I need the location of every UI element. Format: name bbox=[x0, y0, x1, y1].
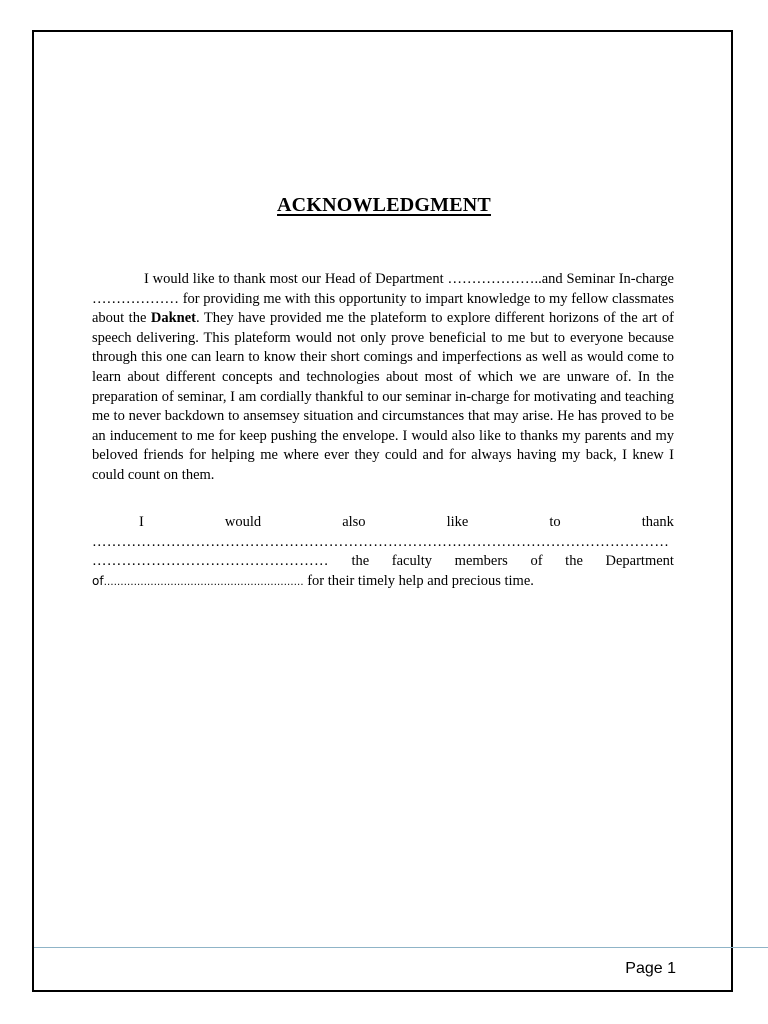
page-number: Page 1 bbox=[625, 960, 676, 977]
para2-word: Department bbox=[605, 553, 674, 570]
para2-line-4 bbox=[92, 572, 674, 593]
para2-line-3-dots: ………………………………………… bbox=[92, 553, 329, 570]
para2-of-word: of bbox=[92, 573, 104, 588]
para2-word: would bbox=[224, 514, 262, 530]
para2-word: the bbox=[351, 553, 370, 570]
para2-line-3 bbox=[92, 552, 674, 572]
para2-word: members bbox=[454, 553, 508, 570]
para2-line-2-dots: ……………………………………………………………………………………………………… bbox=[92, 533, 670, 550]
para2-line-4-text: for their timely help and precious time. bbox=[303, 572, 534, 589]
para2-word: of bbox=[530, 553, 543, 570]
para2-word: I bbox=[139, 514, 144, 530]
acknowledgment-paragraph-2 bbox=[92, 513, 674, 592]
para2-word: like bbox=[446, 514, 469, 530]
acknowledgment-paragraph-1 bbox=[92, 270, 674, 486]
para2-line-4-dots: …………………………………………………… bbox=[103, 576, 304, 588]
document-title: ACKNOWLEDGMENT bbox=[277, 194, 491, 216]
para1-text-start: I would like to thank most our Head of Department ………………..and Seminar In-charge ……………… for providing me with this opportunity to impart knowledge to my fellow classmates about the bbox=[92, 271, 674, 327]
footer-divider bbox=[34, 947, 768, 948]
para1-text-end: . They have provided me the plateform to explore different horizons of the art of speech delivering. This plateform would not only prove beneficial to me but to everyone because through this one can learn to know their short comings and imperfections as well as would come to learn about different concepts and technologies about most of which we are unware of. In the preparation of seminar, I am cordially thankful to our seminar in-charge for motivating and teaching me to never backdown to ansemsey situation and circumstances that may arise. He has proved to be an inducement to me for keep pushing the envelope. I would also like to thanks my parents and my beloved friends for helping me where ever they could and for always having my back, I knew I could count on them. bbox=[92, 310, 674, 483]
para2-word: to bbox=[549, 514, 561, 530]
para1-bold-term: Daknet bbox=[150, 310, 196, 327]
para2-word: the bbox=[565, 553, 583, 570]
para2-word: also bbox=[342, 514, 366, 530]
para2-line-1 bbox=[92, 513, 674, 533]
page-border bbox=[32, 30, 733, 992]
para2-word: faculty bbox=[391, 553, 433, 570]
para2-word: thank bbox=[641, 514, 674, 530]
